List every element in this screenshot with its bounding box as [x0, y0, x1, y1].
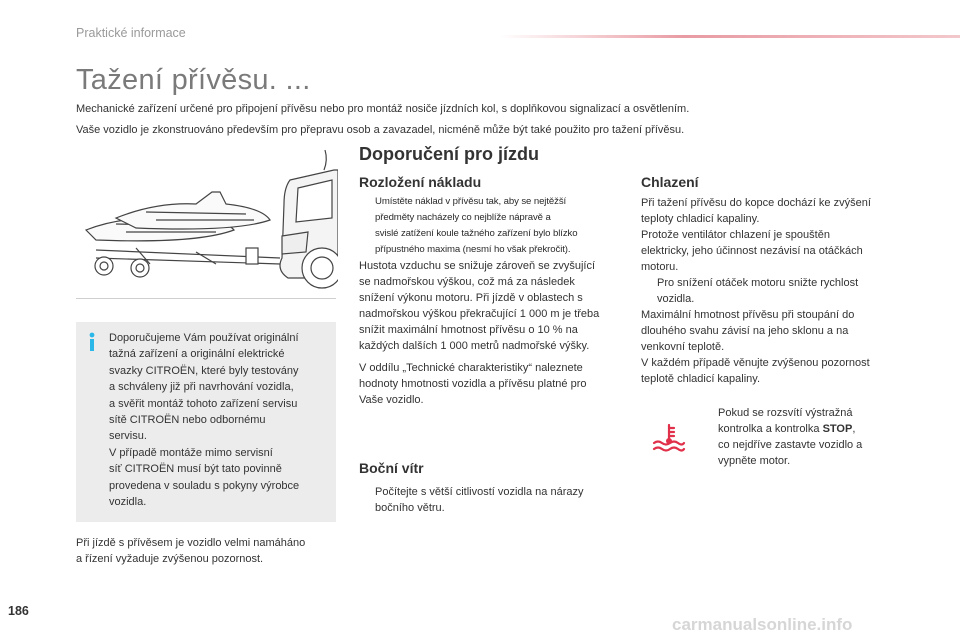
intro-line-2: Vaše vozidlo je zkonstruováno především pro přepravu osob a zavazadel, nicméně může být také použito pro tažení přívěsu. — [76, 124, 685, 136]
altitude-line: každých dalších 1 000 metrů nadmořské výšky. — [359, 340, 590, 352]
coolant-temperature-warning-icon — [652, 422, 686, 452]
warning-line — [718, 421, 862, 437]
load-bullet-line: přípustného maxima (nesmí ho však překročit). — [375, 244, 571, 255]
load-bullet-text — [375, 194, 577, 258]
altitude-line: Hustota vzduchu se snižuje zároveň se zvyšující — [359, 260, 596, 272]
bullet-icon — [641, 275, 657, 307]
altitude-line: se nadmořskou výškou, což má za následek — [359, 276, 575, 288]
car-towing-jetski-illustration — [76, 140, 338, 298]
altitude-line: snížit maximální hmotnost přívěsu o 10 % na — [359, 324, 578, 336]
warning-line: Pokud se rozsvítí výstražná — [718, 407, 853, 419]
warning-line2-prefix: kontrolka a kontrolka — [718, 423, 823, 435]
load-heading: Rozložení nákladu — [359, 174, 482, 190]
specs-line: V oddílu „Technické charakteristiky“ naleznete — [359, 362, 583, 374]
cooling-line: motoru. — [641, 261, 679, 273]
altitude-line: snížení výkonu motoru. Při jízdě v oblastech s — [359, 292, 583, 304]
cooling-line: Při tažení přívěsu do kopce dochází ke zvýšení — [641, 197, 871, 209]
info-line: tažná zařízení a originální elektrické — [109, 348, 285, 361]
cooling-bullet-line: vozidla. — [657, 293, 695, 305]
info-line: svazky CITROËN, které byly testovány — [109, 364, 299, 377]
crosswind-bullet-text — [375, 484, 583, 516]
load-bullet-line: předměty nacházely co nejblíže nápravě a — [375, 212, 551, 223]
header-accent-line — [500, 35, 960, 38]
cooling-heading: Chlazení — [641, 174, 699, 190]
towing-note-line: Při jízdě s přívěsem je vozidlo velmi namáháno — [76, 537, 306, 549]
illustration-divider — [76, 298, 336, 299]
warning-line: co nejdříve zastavte vozidlo a — [718, 439, 863, 451]
watermark: carmanualsonline.info — [672, 615, 853, 634]
section-header: Praktické informace — [76, 26, 186, 40]
info-line: sítě CITROËN nebo odbornému — [109, 414, 266, 427]
section-heading: Doporučení pro jízdu — [359, 144, 539, 164]
cooling-line: teplotě chladicí kapaliny. — [641, 373, 761, 385]
warning-bullet — [702, 405, 922, 469]
specs-line: hodnoty hmotnosti vozidla a přívěsu platné pro — [359, 378, 587, 390]
cooling-bullet — [641, 275, 911, 307]
warning-line: vypněte motor. — [718, 455, 791, 467]
info-icon — [87, 332, 97, 352]
crosswind-bullet — [359, 484, 629, 516]
info-line: a svěřit montáž tohoto zařízení servisu — [109, 397, 298, 410]
load-bullet-line: svislé zatížení koule tažného zařízení bylo blízko — [375, 228, 578, 239]
page-title: Tažení přívěsu. ... — [76, 64, 311, 96]
crosswind-line: bočního větru. — [375, 502, 445, 514]
towing-note-line: a řízení vyžaduje zvýšenou pozornost. — [76, 553, 264, 565]
cooling-line: V každém případě věnujte zvýšenou pozornost — [641, 357, 870, 369]
crosswind-line: Počítejte s větší citlivostí vozidla na nárazy — [375, 486, 584, 498]
cooling-line: venkovní teplotě. — [641, 341, 725, 353]
bullet-icon — [702, 405, 718, 469]
page-number: 186 — [8, 604, 29, 618]
stop-label: STOP — [822, 423, 853, 435]
cooling-line: Maximální hmotnost přívěsu při stoupání do — [641, 309, 855, 321]
info-line: servisu. — [109, 430, 147, 443]
altitude-paragraph — [359, 258, 629, 354]
specs-paragraph — [359, 360, 629, 408]
towing-note — [76, 535, 305, 567]
load-bullet-line: Umístěte náklad v přívěsu tak, aby se nejtěžší — [375, 196, 567, 207]
warning-line2-suffix: , — [852, 423, 856, 435]
info-line: V případě montáže mimo servisní — [109, 446, 273, 459]
intro-line-1: Mechanické zařízení určené pro připojení přívěsu nebo pro montáž nosiče jízdních kol, s doplňkovou signalizací a osvětlením. — [76, 103, 690, 115]
info-box-text — [109, 330, 331, 510]
info-line: provedena v souladu s pokyny výrobce — [109, 479, 300, 492]
info-line: Doporučujeme Vám používat originální — [109, 332, 299, 344]
info-line: vozidla. — [109, 496, 147, 509]
info-line: síť CITROËN musí být tato povinně — [109, 463, 282, 476]
cooling-paragraph-b — [641, 307, 911, 387]
cooling-bullet-line: Pro snížení otáček motoru snižte rychlost — [657, 277, 859, 289]
info-line: a schváleny již při navrhování vozidla, — [109, 381, 294, 394]
cooling-line: Protože ventilátor chlazení je spouštěn — [641, 229, 830, 241]
crosswind-heading: Boční vítr — [359, 460, 424, 476]
cooling-paragraph-a — [641, 195, 911, 275]
cooling-line: dlouhého svahu závisí na jeho sklonu a na — [641, 325, 849, 337]
load-bullet — [359, 194, 629, 258]
altitude-line: nadmořskou výškou překračující 1 000 m je třeba — [359, 308, 600, 320]
cooling-line: elektricky, jeho účinnost nezávisí na otáčkách — [641, 245, 863, 257]
bullet-icon — [359, 484, 375, 516]
specs-line: Vaše vozidlo. — [359, 394, 424, 406]
bullet-icon — [359, 194, 375, 258]
warning-text — [718, 405, 862, 469]
cooling-bullet-text — [657, 275, 858, 307]
cooling-line: teploty chladicí kapaliny. — [641, 213, 760, 225]
